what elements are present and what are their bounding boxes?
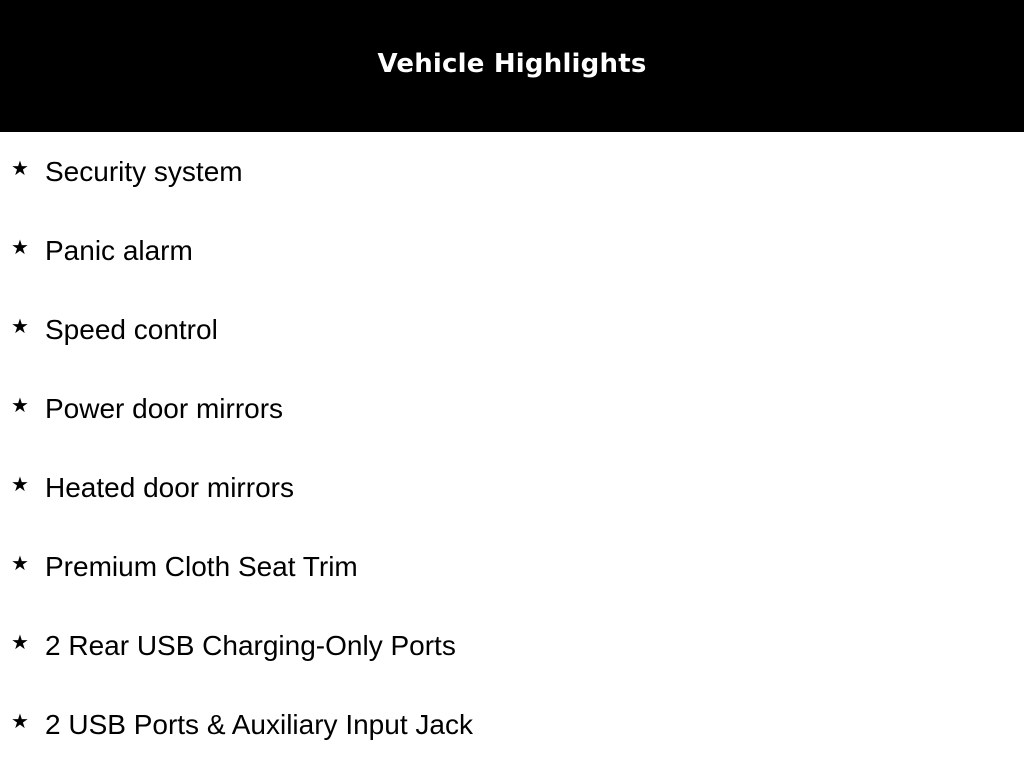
star-icon: ★ <box>11 551 29 575</box>
star-icon: ★ <box>11 156 29 180</box>
highlights-list <box>0 132 1024 764</box>
list-item-label: Panic alarm <box>45 235 193 266</box>
header-bar <box>0 0 1024 132</box>
page-title: Vehicle Highlights <box>377 49 647 79</box>
list-item <box>0 448 1024 527</box>
list-item-label: Heated door mirrors <box>45 472 294 503</box>
list-item <box>0 369 1024 448</box>
star-icon: ★ <box>11 630 29 654</box>
list-item <box>0 132 1024 211</box>
star-icon: ★ <box>11 393 29 417</box>
list-item <box>0 527 1024 606</box>
list-item-label: Security system <box>45 156 243 187</box>
list-item-label: Speed control <box>45 314 218 345</box>
list-item-label: Power door mirrors <box>45 393 284 424</box>
star-icon: ★ <box>11 235 29 259</box>
list-item <box>0 211 1024 290</box>
list-item-label: 2 USB Ports & Auxiliary Input Jack <box>45 709 473 740</box>
star-icon: ★ <box>11 709 29 733</box>
star-icon: ★ <box>11 472 29 496</box>
list-item-label: 2 Rear USB Charging-Only Ports <box>45 630 456 661</box>
star-icon: ★ <box>11 314 29 338</box>
list-item <box>0 606 1024 685</box>
list-item <box>0 685 1024 764</box>
list-item <box>0 290 1024 369</box>
list-item-label: Premium Cloth Seat Trim <box>45 551 358 582</box>
